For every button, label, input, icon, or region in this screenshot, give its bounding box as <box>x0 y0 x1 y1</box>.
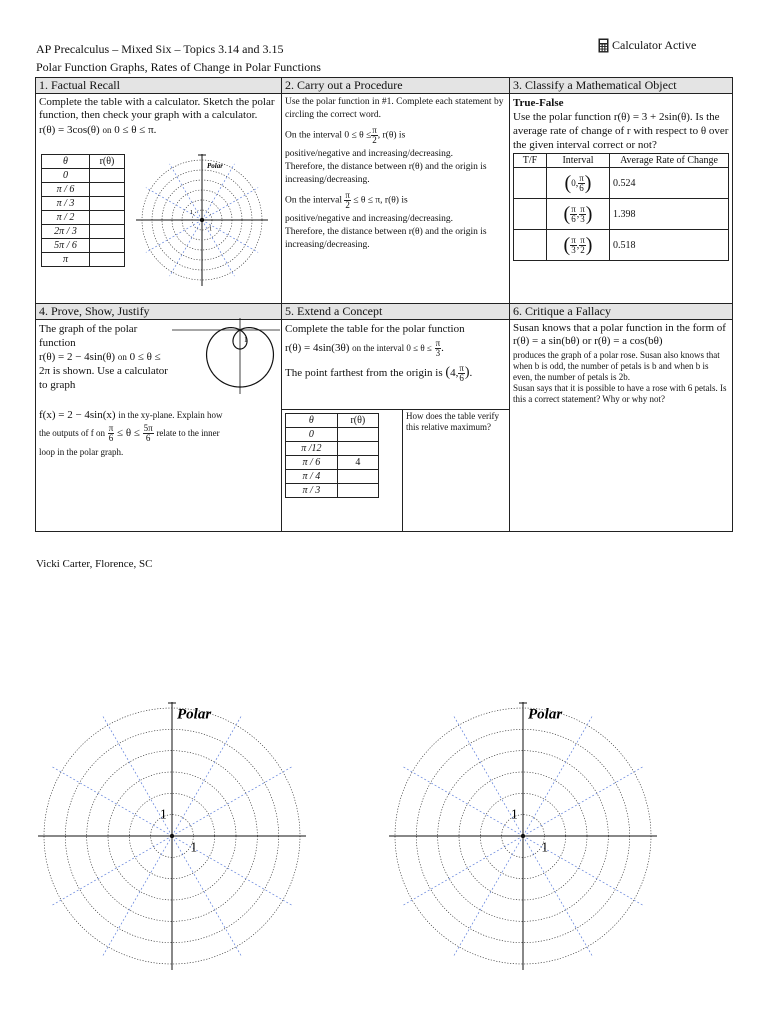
r-answer-cell[interactable] <box>337 442 378 456</box>
col-r: r(θ) <box>337 414 378 428</box>
polar-function: r(θ) = 4sin(3θ) <box>285 342 350 355</box>
limacon-graph <box>172 318 280 394</box>
calculator-icon <box>598 38 609 53</box>
table-row <box>286 456 379 470</box>
section-heading: 1. Factual Recall <box>36 78 281 94</box>
worksheet-title: AP Precalculus – Mixed Six – Topics 3.14 and 3.15 <box>36 42 284 56</box>
tick-label-x: 1 <box>190 839 198 855</box>
polar-ray <box>52 836 172 905</box>
r-answer-cell[interactable]: 4 <box>337 456 378 470</box>
section-carry-out-procedure <box>282 78 510 304</box>
table-row <box>42 197 125 211</box>
tf-answer-cell[interactable] <box>514 168 547 199</box>
statement-text: On the interval <box>285 130 342 141</box>
theta-value: π / 6 <box>286 456 338 470</box>
r-answer-cell[interactable] <box>89 253 124 267</box>
table-row <box>286 442 379 456</box>
point-r: 4, <box>450 367 459 380</box>
section-prove-show-justify <box>36 304 282 531</box>
theta-value: π /12 <box>286 442 338 456</box>
table-row <box>514 230 729 261</box>
on-word: on <box>117 352 127 362</box>
theta-value: π / 3 <box>286 484 338 498</box>
polar-ray <box>146 220 202 252</box>
r-answer-cell[interactable] <box>337 470 378 484</box>
polar-ray <box>523 836 592 956</box>
frac-num: π <box>108 423 114 433</box>
theta-value: 0 <box>42 169 90 183</box>
polar-ray <box>52 767 172 836</box>
polar-label: Polar <box>207 162 223 171</box>
polar-ray <box>202 164 234 220</box>
section-heading: 4. Prove, Show, Justify <box>36 304 281 320</box>
interval-cell: ( $\frac{\pi}{3}$ , $\frac{\pi}{2}$ ) <box>547 230 610 261</box>
statement-text: the outputs of f on <box>39 428 105 439</box>
frac-num: π <box>435 338 441 348</box>
statement-text: Is the average rate of change of r with respect to θ over the given interval correct or not? <box>513 111 729 151</box>
instructions: Use the polar function in #1. Complete each statement by circling the correct word. <box>285 97 504 120</box>
section-factual-recall <box>36 78 282 304</box>
table-row <box>514 199 729 230</box>
polar-ray <box>170 164 202 220</box>
polar-rose-form: r(θ) = a sin(bθ) or r(θ) = a cos(bθ) <box>513 335 663 347</box>
section-critique-fallacy <box>510 304 732 531</box>
problem-grid <box>35 77 733 532</box>
frac-den: 6 <box>145 433 151 443</box>
table-row <box>42 253 125 267</box>
interval-cell: ( $\frac{\pi}{6}$ , $\frac{\pi}{3}$ ) <box>547 199 610 230</box>
question-text: Susan says that it is possible to have a rose with 6 petals. Is this a correct statement? Why or why not? <box>513 383 727 404</box>
function-definition: f(x) = 2 − 4sin(x) <box>39 409 116 421</box>
section-classify-object <box>510 78 732 304</box>
polar-ray <box>172 767 292 836</box>
polar-label: Polar <box>528 706 563 723</box>
polar-function: r(θ) = 3 + 2sin(θ). <box>613 111 693 123</box>
frac-num: π <box>372 125 377 135</box>
aroc-value: 0.518 <box>610 230 729 261</box>
r-answer-cell[interactable] <box>337 484 378 498</box>
polar-grid-small <box>134 152 270 288</box>
polar-ray <box>172 836 241 956</box>
aroc-table <box>513 153 729 261</box>
theta-value: 0 <box>286 428 338 442</box>
col-tf: T/F <box>514 154 547 168</box>
frac-num: π <box>459 363 464 373</box>
theta-r-table <box>41 154 125 267</box>
statement-text: The point farthest from the origin is <box>285 367 443 380</box>
table-row <box>42 183 125 197</box>
statement-text: loop in the polar graph. <box>39 447 124 457</box>
r-answer-cell[interactable] <box>89 183 124 197</box>
interval-left: 0 ≤ θ ≤ <box>344 130 372 141</box>
polar-label: Polar <box>177 706 212 723</box>
polar-ray <box>523 767 643 836</box>
interval: 0 ≤ θ ≤ 2π is shown. Use a calculator to graph <box>39 351 168 391</box>
interval-word: on <box>102 125 112 135</box>
polar-function: r(θ) = 3cos(θ) <box>39 124 100 136</box>
polar-function: r(θ) = 2 − 4sin(θ) <box>39 351 116 363</box>
circle-choice[interactable]: positive/negative and increasing/decreasing. <box>285 149 454 159</box>
frac-den: 6 <box>108 433 114 443</box>
interval: 0 ≤ θ ≤ π. <box>114 124 157 136</box>
polar-grid-large-right <box>387 700 659 972</box>
statement-text: , r(θ) is <box>377 130 406 141</box>
frac-den: 3 <box>435 348 441 358</box>
table-row <box>42 225 125 239</box>
theta-value: 5π / 6 <box>42 239 90 253</box>
col-r: r(θ) <box>89 155 124 169</box>
tf-answer-cell[interactable] <box>514 230 547 261</box>
polar-grid-large-left <box>36 700 308 972</box>
col-interval: Interval <box>547 154 610 168</box>
theta-value: π / 3 <box>42 197 90 211</box>
circle-choice[interactable]: Therefore, the distance between r(θ) and the origin is increasing/decreasing. <box>285 162 487 185</box>
r-answer-cell[interactable] <box>89 169 124 183</box>
statement-text: On the interval <box>285 195 342 206</box>
origin-point <box>170 834 174 838</box>
theta-value: π / 4 <box>286 470 338 484</box>
polar-ray <box>202 188 258 220</box>
table-row <box>42 169 125 183</box>
section-heading: 3. Classify a Mathematical Object <box>510 78 732 94</box>
section-heading: 5. Extend a Concept <box>282 304 509 320</box>
theta-value: π <box>42 253 90 267</box>
r-answer-cell[interactable] <box>89 197 124 211</box>
calculator-label: Calculator Active <box>612 38 697 52</box>
table-row <box>286 484 379 498</box>
statement-text: Complete the table for the polar function <box>285 323 465 335</box>
statement-text: produces the graph of a polar rose. Susan also knows that when b is odd, the number of petals is b and when b is even, the number of petals is 2b. <box>513 350 720 382</box>
tick-label: 1 <box>244 336 248 344</box>
col-aroc: Average Rate of Change <box>610 154 729 168</box>
frac-num: π <box>345 190 350 200</box>
calculator-note <box>598 38 696 53</box>
col-theta: θ <box>286 414 338 428</box>
tick-label-y: 1 <box>160 806 167 822</box>
statement-text: Use the polar function <box>513 111 612 123</box>
polar-ray <box>454 836 523 956</box>
interval-right: ≤ θ ≤ π, r(θ) is <box>353 195 408 206</box>
theta-r-table <box>285 413 379 498</box>
polar-ray <box>146 188 202 220</box>
polar-ray <box>172 716 241 836</box>
worksheet-subtitle: Polar Function Graphs, Rates of Change in Polar Functions <box>36 60 321 74</box>
frac-den: 2 <box>372 135 377 145</box>
tick-label-y: 1 <box>190 209 194 216</box>
instructions: Complete the table with a calculator. Sketch the polar function, then check your graph with a calculator. <box>39 96 275 121</box>
aroc-value: 0.524 <box>610 168 729 199</box>
section-extend-concept: 5. Extend a Concept Complete the table for the polar function r(θ) = 4sin(3θ) on the interval 0 ≤ θ ≤ $\frac{\pi}{3}$ . The point farthest from the origin is (4, $\frac{\pi}{6}$ ). θ r(θ) 0 π /12 π / 6 4 π / 4 π / 3 How does the table verify this relative maximum? <box>282 304 510 531</box>
col-theta: θ <box>42 155 90 169</box>
circle-choice[interactable]: positive/negative and increasing/decreasing. <box>285 214 454 224</box>
statement-text: in the xy-plane. Explain how <box>118 410 223 420</box>
theta-value: π / 6 <box>42 183 90 197</box>
table-row <box>286 428 379 442</box>
table-row <box>42 239 125 253</box>
polar-ray <box>403 767 523 836</box>
circle-choice[interactable]: Therefore, the distance between r(θ) and the origin is increasing/decreasing. <box>285 227 487 250</box>
polar-ray <box>202 220 234 276</box>
statement-text: The graph of the polar function <box>39 323 138 349</box>
frac-den: 6 <box>459 373 464 383</box>
origin-point <box>521 834 525 838</box>
author-credit: Vicki Carter, Florence, SC <box>36 558 153 570</box>
r-answer-cell[interactable] <box>337 428 378 442</box>
tf-answer-cell[interactable] <box>514 199 547 230</box>
section-heading: 6. Critique a Fallacy <box>510 304 732 320</box>
tick-label-x: 1 <box>541 839 549 855</box>
statement-text: Susan knows that a polar function in the form of <box>513 322 726 334</box>
frac-den: 2 <box>345 200 350 210</box>
section-heading: 2. Carry out a Procedure <box>282 78 509 94</box>
frac-num: 5π <box>143 423 153 433</box>
origin-point <box>200 218 204 222</box>
theta-value: 2π / 3 <box>42 225 90 239</box>
r-answer-cell[interactable] <box>89 211 124 225</box>
interval-text: on the interval 0 ≤ θ ≤ <box>352 343 432 354</box>
polar-ray <box>523 716 592 836</box>
polar-ray <box>403 836 523 905</box>
table-row <box>286 470 379 484</box>
table-row <box>514 168 729 199</box>
r-answer-cell[interactable] <box>89 225 124 239</box>
interval-cell: ( 0 , $\frac{\pi}{6}$ ) <box>547 168 610 199</box>
table-row <box>42 211 125 225</box>
r-answer-cell[interactable] <box>89 239 124 253</box>
statement-text: relate to the inner <box>156 428 220 439</box>
tick-label-x: 1 <box>209 225 213 233</box>
question-text: How does the table verify this relative maximum? <box>406 411 499 432</box>
true-false-label: True-False <box>513 97 564 109</box>
theta-value: π / 2 <box>42 211 90 225</box>
interval-mid: ≤ θ ≤ <box>117 427 140 440</box>
polar-ray <box>170 220 202 276</box>
polar-ray <box>103 836 172 956</box>
tick-label-y: 1 <box>511 806 518 822</box>
aroc-value: 1.398 <box>610 199 729 230</box>
